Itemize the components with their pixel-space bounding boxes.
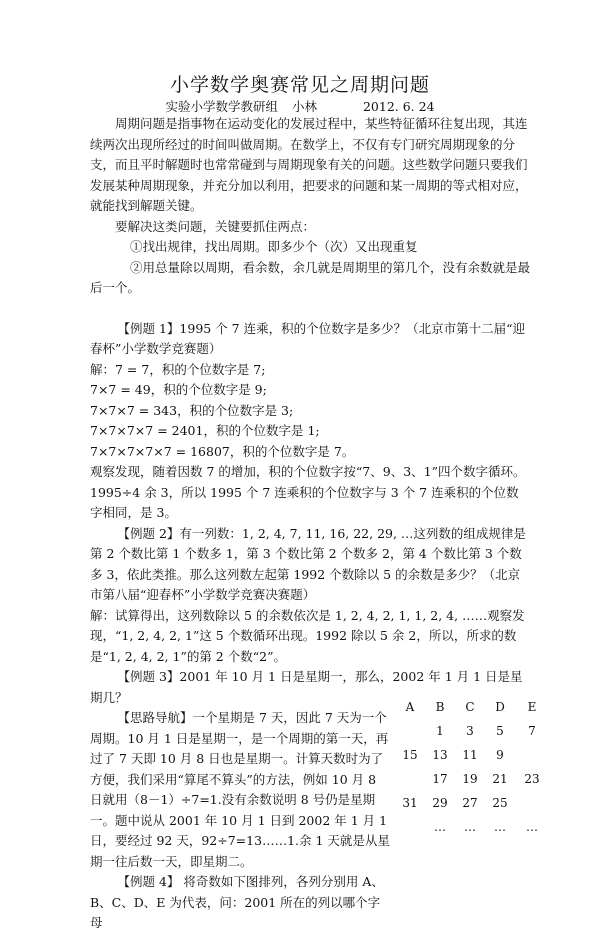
- column-header: C: [465, 700, 475, 714]
- table-cell: 5: [496, 724, 504, 738]
- table-cell: …: [434, 820, 446, 834]
- table-cell: 13: [432, 748, 448, 762]
- table-cell: 27: [462, 796, 478, 810]
- table-row: [395, 748, 600, 772]
- keys-intro: 要解决这类问题，关键要抓住两点：: [115, 218, 316, 234]
- key-point-1: ①找出规律，找出周期。即多少个（次）又出现重复: [130, 239, 418, 254]
- table-cell: 11: [462, 748, 478, 762]
- key-point-2: ②用总量除以周期，看余数，余几就是周期里的第几个，没有余数就是最后一个。: [90, 259, 531, 295]
- byline-date: 2012. 6. 24: [362, 99, 435, 114]
- table-row: [395, 820, 600, 844]
- table-cell: …: [464, 820, 476, 834]
- table-cell: 9: [496, 748, 504, 762]
- table-cell: 17: [432, 772, 448, 786]
- example-1-line: 7×7 = 49，积的个位数字是 9;: [90, 382, 267, 397]
- table-cell: …: [526, 820, 538, 834]
- spacer: [90, 299, 530, 319]
- intro-paragraph: 周期问题是指事物在运动变化的发展过程中，某些特征循环往复出现，其连续两次出现所经过的时间叫做周期。在数学上，不仅有专门研究周期现象的分支，而且平时解题时也常常碰到与周期现象有关的问题。这些数学问题只要我们发展某种周期现象，并充分加以利用，把要求的问题和某一周期的等式相对应，就能找到解题关键。: [90, 116, 528, 213]
- table-cell: 1: [436, 724, 444, 738]
- table-row: [395, 772, 600, 796]
- table-cell: …: [494, 820, 506, 834]
- table-cell: 3: [466, 724, 474, 738]
- table-cell: 25: [492, 796, 508, 810]
- table-cell: 29: [432, 796, 448, 810]
- example-4-question: 【例题 4】 将奇数如下图排列，各列分别用 A、B、C、D、E 为代表，问：2001 所在的列以哪个字母: [90, 874, 384, 930]
- table-cell: 31: [402, 796, 418, 810]
- column-header: D: [495, 700, 505, 714]
- table-row: [395, 724, 600, 748]
- table-cell: 15: [402, 748, 418, 762]
- column-header: A: [405, 700, 415, 714]
- byline-author: 小林: [291, 99, 317, 114]
- table-cell: 21: [492, 772, 508, 786]
- odd-number-table: [395, 700, 600, 844]
- example-1-line: 7×7×7×7×7 = 16807，积的个位数字是 7。: [90, 443, 355, 459]
- example-2-solution: 解：试算得出，这列数除以 5 的余数依次是 1, 2, 4, 2, 1, 1, 2, 4, ……观察发现，“1, 2, 4, 2, 1”这 5 个数循环出现。1992 除以 5 余 2，所以，所求的数是“1, 2, 4, 2, 1”的第 2 个数“2”。: [90, 607, 525, 664]
- table-cell: 19: [462, 772, 478, 786]
- column-header: E: [527, 700, 537, 714]
- example-3-question: 【例题 3】2001 年 10 月 1 日是星期一，那么，2002 年 1 月 1 日是星期几？: [90, 669, 523, 705]
- example-1-line: 7×7×7 = 343，积的个位数字是 3;: [90, 402, 294, 418]
- example-1-line: 7×7×7×7 = 2401，积的个位数字是 1;: [90, 423, 320, 438]
- byline: [0, 97, 600, 115]
- example-1-conclusion: 观察发现，随着因数 7 的增加，积的个位数字按“7、9、3、1”四个数字循环。1995÷4 余 3，所以 1995 个 7 连乘积的个位数字与 3 个 7 连乘积的个位数字相同，是 3。: [90, 464, 526, 520]
- column-header: B: [435, 700, 445, 714]
- table-cell: 7: [528, 724, 536, 738]
- byline-org: 实验小学数学教研组: [165, 99, 278, 114]
- table-header-row: [395, 700, 600, 724]
- page-title: 小学数学奥赛常见之周期问题: [169, 74, 430, 96]
- table-row: [395, 796, 600, 820]
- example-2-question: 【例题 2】有一列数：1, 2, 4, 7, 11, 16, 22, 29, …这列数的组成规律是第 2 个数比第 1 个数多 1，第 3 个数比第 2 个数多 2，第 4 个数比第 3 个数多 3，依此类推。那么这列数左起第 1992 个数除以 5 的余数是多少？（北京市第八届“迎春杯”小学数学竞赛决赛题）: [90, 525, 526, 602]
- example-3-hint: 【思路导航】一个星期是 7 天，因此 7 天为一个周期。10 月 1 日是星期一，是一个周期的第一天，再过了 7 天即 10 月 8 日也是星期一。计算天数时为了方便，我们采用“算尾不算头”的方法，例如 10 月 8 日就用（8－1）÷7=1.没有余数说明 8 号仍是星期一。题中说从 2001 年 10 月 1 日到 2002 年 1 月 1 日，要经过 92 天，92÷7=13……1.余 1 天就是从星期一往后数一天，即星期二。: [90, 710, 390, 869]
- example-1-line: 解：7 = 7，积的个位数字是 7;: [90, 361, 266, 377]
- table-cell: 23: [524, 772, 540, 786]
- example-1-question: 【例题 1】1995 个 7 连乘，积的个位数字是多少？（北京市第十二届“迎春杯”小学数学竞赛题）: [90, 320, 526, 356]
